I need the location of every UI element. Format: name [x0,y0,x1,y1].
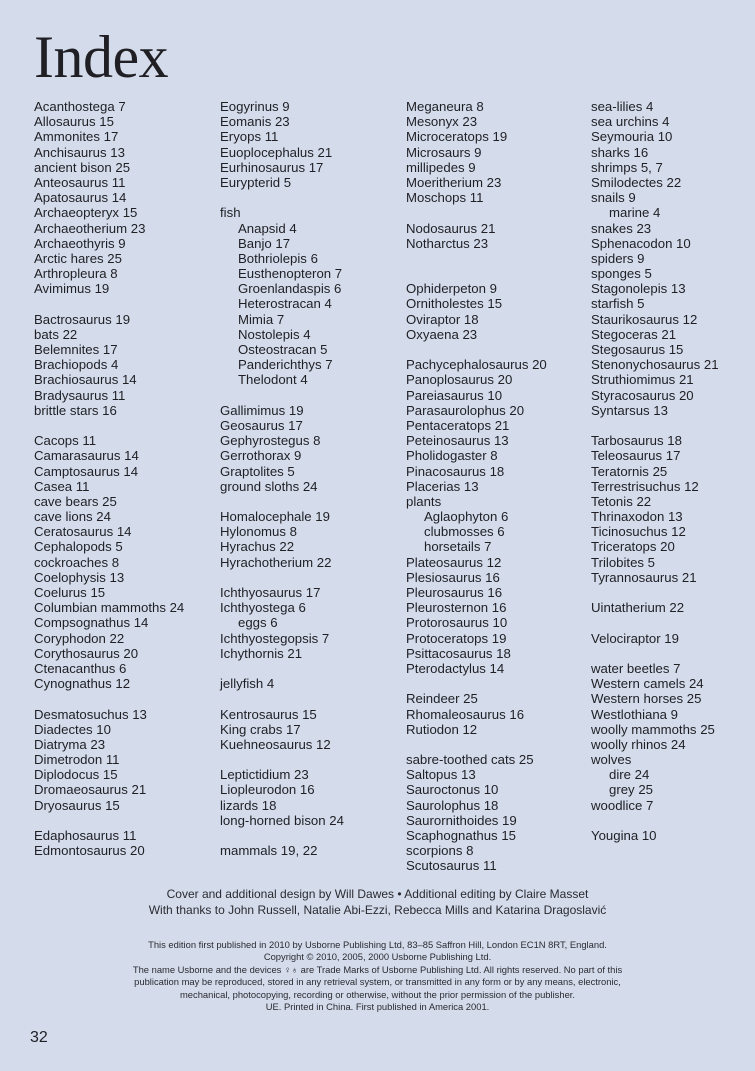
index-entry: Diadectes 10 [34,721,111,737]
index-entry: Tyrannosaurus 21 [591,569,697,585]
index-entry: Scaphognathus 15 [406,828,516,843]
index-entry: ancient bison 25 [34,159,131,175]
index-entry: Rutiodon 12 [406,721,478,737]
index-entry: cave lions 24 [34,509,111,525]
index-entry: Bradysaurus 11 [34,387,126,403]
index-entry: jellyfish 4 [220,676,275,692]
index-entry: Archaeothyris 9 [34,235,126,251]
index-spacer [34,813,184,828]
index-entry: Diplodocus 15 [34,767,118,783]
index-entry: Avimimus 19 [34,281,110,297]
index-entry: Saurornithoides 19 [406,812,517,828]
index-column-3 [406,99,547,874]
index-subentry: Aglaophyton 6 [424,509,509,525]
index-entry: Camptosaurus 14 [34,463,139,479]
index-entry: Western camels 24 [591,676,704,692]
index-entry: Tarbosaurus 18 [591,433,682,449]
index-entry: Edmontosaurus 20 [34,843,145,859]
index-entry: Scutosaurus 11 [406,858,497,874]
index-entry: Brachiosaurus 14 [34,372,137,388]
index-entry: Pentaceratops 21 [406,417,510,433]
index-entry: Archaeotherium 23 [34,220,146,236]
index-subentry: Nostolepis 4 [238,326,311,342]
index-entry: Belemnites 17 [34,342,118,357]
index-spacer [591,585,719,600]
index-entry: sabre-toothed cats 25 [406,752,534,768]
index-entry: Protorosaurus 10 [406,615,508,631]
index-entry: Eryops 11 [220,129,279,145]
index-spacer [406,205,547,220]
index-subentry: Anapsid 4 [238,220,297,236]
index-entry: Microceratops 19 [406,129,508,145]
index-entry: Cynognathus 12 [34,676,131,692]
index-entry: Ceratosaurus 14 [34,524,132,540]
index-entry: Panoplosaurus 20 [406,372,513,388]
index-entry: sea urchins 4 [591,114,670,130]
index-entry: Syntarsus 13 [591,402,668,418]
index-entry: Eomanis 23 [220,114,290,130]
index-subentry: dire 24 [609,767,650,783]
index-spacer [34,691,184,706]
credits-line: Cover and additional design by Will Dawes • Additional editing by Claire Masset [166,887,589,901]
index-spacer [406,342,547,357]
index-entry: Diatryma 23 [34,736,106,752]
legal-line: publication may be reproduced, stored in any retrieval system, or transmitted in any form or by any means, electronic, [134,976,621,988]
index-entry: Notharctus 23 [406,235,489,251]
index-entry: starfish 5 [591,296,645,312]
index-entry: Pareiasaurus 10 [406,387,503,403]
index-subentry: Heterostracan 4 [238,296,332,312]
index-entry: Leptictidium 23 [220,767,309,783]
index-spacer [220,494,344,509]
index-spacer [34,418,184,433]
index-entry: Terrestrisuchus 12 [591,478,699,494]
index-subentry: horsetails 7 [424,539,492,555]
index-entry: snakes 23 [591,220,652,236]
index-entry: sponges 5 [591,266,652,282]
index-entry: Eurhinosaurus 17 [220,159,324,175]
index-column-1 [34,99,184,858]
index-entry: Corythosaurus 20 [34,645,139,661]
index-entry: Pholidogaster 8 [406,448,498,464]
index-entry: Stenonychosaurus 21 [591,357,719,373]
index-spacer [406,266,547,281]
index-entry: Oxyaena 23 [406,326,478,342]
legal-line: mechanical, photocopying, recording or otherwise, without the prior permission of the publisher. [179,988,575,1000]
legal-line: This edition first published in 2010 by Usborne Publishing Ltd, 83–85 Saffron Hill, London EC1N 8RT, England. [148,939,607,950]
index-entry: Smilodectes 22 [591,174,682,190]
index-subentry: Eusthenopteron 7 [238,266,343,282]
index-entry: Columbian mammoths 24 [34,600,185,616]
index-entry: Saltopus 13 [406,767,476,783]
index-entry: Oviraptor 18 [406,311,479,327]
index-entry: Sauroctonus 10 [406,782,499,798]
index-entry: Triceratops 20 [591,539,675,555]
index-entry: Geosaurus 17 [220,417,303,433]
index-entry: woolly rhinos 24 [591,736,686,752]
index-entry: Kuehneosaurus 12 [220,736,331,752]
legal-line: The name Usborne and the devices ♀♁ are Trade Marks of Usborne Publishing Ltd. All rights reserved. No part of this [132,963,623,975]
index-spacer [220,661,344,676]
index-entry: Casea 11 [34,478,90,494]
index-entry: Plateosaurus 12 [406,554,502,570]
index-entry: Brachiopods 4 [34,357,119,373]
legal-line: Copyright © 2010, 2005, 2000 Usborne Publishing Ltd. [263,951,492,963]
index-entry: Western horses 25 [591,691,702,707]
credits-line: With thanks to John Russell, Natalie Abi-Ezzi, Rebecca Mills and Katarina Dragoslavić [148,903,607,917]
index-entry: Psittacosaurus 18 [406,645,511,661]
index-spacer [220,828,344,843]
index-entry: woolly mammoths 25 [591,721,715,737]
index-entry: Hyrachotherium 22 [220,554,332,570]
index-entry: Gephyrostegus 8 [220,433,321,449]
index-entry: Gerrothorax 9 [220,448,302,464]
index-subentry: clubmosses 6 [424,524,505,540]
index-entry: wolves [591,752,632,768]
index-entry: brittle stars 16 [34,402,117,418]
index-spacer [220,691,344,706]
index-spacer [406,676,547,691]
legal-notice [0,939,755,1013]
index-entry: Ichythornis 21 [220,645,303,661]
index-entry: King crabs 17 [220,721,301,737]
index-entry: Velociraptor 19 [591,630,679,646]
index-entry: Dryosaurus 15 [34,797,120,813]
index-entry: Ichthyosaurus 17 [220,585,321,600]
index-column-4 [591,99,719,843]
index-entry: Euoplocephalus 21 [220,144,333,160]
index-entry: Seymouria 10 [591,129,673,145]
index-entry: spiders 9 [591,250,645,266]
index-entry: scorpions 8 [406,843,474,859]
index-subentry: Osteostracan 5 [238,342,328,357]
index-entry: Thrinaxodon 13 [591,509,683,525]
index-entry: Reindeer 25 [406,691,478,707]
index-entry: Anteosaurus 11 [34,174,126,190]
index-entry: Kentrosaurus 15 [220,706,317,722]
index-entry: Ammonites 17 [34,129,119,145]
index-entry: Teratornis 25 [591,463,668,479]
index-entry: Archaeopteryx 15 [34,205,138,221]
index-entry: Peteinosaurus 13 [406,433,509,449]
index-entry: Arthropleura 8 [34,266,118,282]
index-subentry: Panderichthys 7 [238,357,333,373]
index-entry: Ichthyostega 6 [220,600,306,616]
index-entry: Edaphosaurus 11 [34,828,137,843]
index-entry: Saurolophus 18 [406,797,499,813]
index-entry: Westlothiana 9 [591,706,678,722]
index-entry: Pterodactylus 14 [406,660,505,676]
index-spacer [406,251,547,266]
index-entry: Hyrachus 22 [220,539,295,555]
index-subentry: Groenlandaspis 6 [238,281,342,297]
index-entry: Plesiosaurus 16 [406,569,500,585]
index-entry: Nodosaurus 21 [406,220,496,236]
index-entry: Stegoceras 21 [591,326,677,342]
index-entry: bats 22 [34,326,78,342]
index-entry: Tetonis 22 [591,493,652,509]
index-subentry: Mimia 7 [238,311,285,327]
index-entry: Mesonyx 23 [406,114,478,130]
index-entry: Pleurosaurus 16 [406,585,503,600]
index-spacer [591,418,719,433]
index-entry: Teleosaurus 17 [591,448,681,464]
index-entry: Liopleurodon 16 [220,782,315,798]
index-entry: Microsaurs 9 [406,144,482,160]
index-entry: Apatosaurus 14 [34,190,127,206]
index-entry: sharks 16 [591,144,649,160]
index-spacer [591,646,719,661]
page-number: 32 [30,1029,48,1046]
index-spacer [406,737,547,752]
index-entry: sea-lilies 4 [591,99,654,114]
index-spacer [220,388,344,403]
index-entry: Parasaurolophus 20 [406,402,525,418]
index-spacer [220,570,344,585]
index-entry: Bactrosaurus 19 [34,311,131,327]
index-entry: Moschops 11 [406,190,484,206]
index-entry: Trilobites 5 [591,554,656,570]
index-entry: Sphenacodon 10 [591,235,691,251]
index-entry: snails 9 [591,190,636,206]
index-entry: Compsognathus 14 [34,615,149,631]
index-entry: Stegosaurus 15 [591,342,684,357]
index-entry: Cephalopods 5 [34,539,123,555]
index-entry: Struthiomimus 21 [591,372,694,388]
index-column-2 [220,99,344,858]
index-entry: cave bears 25 [34,493,117,509]
index-entry: Ticinosuchus 12 [591,524,686,540]
index-entry: Coelurus 15 [34,585,106,600]
index-entry: millipedes 9 [406,159,476,175]
index-entry: water beetles 7 [591,660,681,676]
index-spacer [34,296,184,311]
index-spacer [220,752,344,767]
index-entry: lizards 18 [220,797,277,813]
index-entry: Meganeura 8 [406,99,484,114]
index-entry: fish [220,205,241,221]
index-entry: Moeritherium 23 [406,174,502,190]
index-entry: Coelophysis 13 [34,569,125,585]
index-spacer [591,615,719,630]
index-entry: Eurypterid 5 [220,174,292,190]
index-entry: Hylonomus 8 [220,524,297,540]
index-entry: woodlice 7 [591,797,654,813]
index-entry: Ophiderpeton 9 [406,281,497,297]
index-entry: cockroaches 8 [34,554,120,570]
index-entry: Yougina 10 [591,828,657,843]
index-spacer [220,190,344,205]
index-entry: Ichthyostegopsis 7 [220,630,330,646]
index-subentry: eggs 6 [238,615,278,631]
index-entry: Camarasaurus 14 [34,448,139,464]
index-entry: Styracosaurus 20 [591,387,694,403]
index-entry: Staurikosaurus 12 [591,311,698,327]
index-entry: Cacops 11 [34,433,97,449]
index-entry: Anchisaurus 13 [34,144,125,160]
index-entry: Dromaeosaurus 21 [34,782,147,798]
index-subentry: grey 25 [609,782,653,798]
index-entry: Rhomaleosaurus 16 [406,706,525,722]
index-entry: Graptolites 5 [220,463,295,479]
index-entry: Pinacosaurus 18 [406,463,505,479]
index-spacer [591,813,719,828]
index-subentry: Banjo 17 [238,235,291,251]
index-entry: Ctenacanthus 6 [34,660,127,676]
index-entry: Protoceratops 19 [406,630,507,646]
index-subentry: Bothriolepis 6 [238,250,318,266]
credits [0,886,755,918]
index-entry: long-horned bison 24 [220,812,344,828]
index-entry: Coryphodon 22 [34,630,125,646]
index-entry: Eogyrinus 9 [220,99,290,114]
index-entry: shrimps 5, 7 [591,159,663,175]
index-entry: ground sloths 24 [220,478,318,494]
index-entry: Pleurosternon 16 [406,600,507,616]
index-entry: Allosaurus 15 [34,114,114,130]
index-entry: Pachycephalosaurus 20 [406,357,547,373]
index-subentry: Thelodont 4 [238,372,308,388]
index-entry: Desmatosuchus 13 [34,706,147,722]
index-subentry: marine 4 [609,205,661,221]
page-title: Index [34,24,169,90]
index-entry: mammals 19, 22 [220,843,318,859]
legal-line: UE. Printed in China. First published in America 2001. [265,1001,490,1013]
index-entry: Stagonolepis 13 [591,281,686,297]
index-entry: plants [406,493,442,509]
index-entry: Acanthostega 7 [34,99,126,114]
index-entry: Arctic hares 25 [34,250,122,266]
index-entry: Uintatherium 22 [591,600,685,616]
index-entry: Homalocephale 19 [220,509,330,525]
index-entry: Ornitholestes 15 [406,296,503,312]
index-entry: Dimetrodon 11 [34,752,120,768]
index-entry: Gallimimus 19 [220,402,304,418]
index-entry: Placerias 13 [406,478,479,494]
